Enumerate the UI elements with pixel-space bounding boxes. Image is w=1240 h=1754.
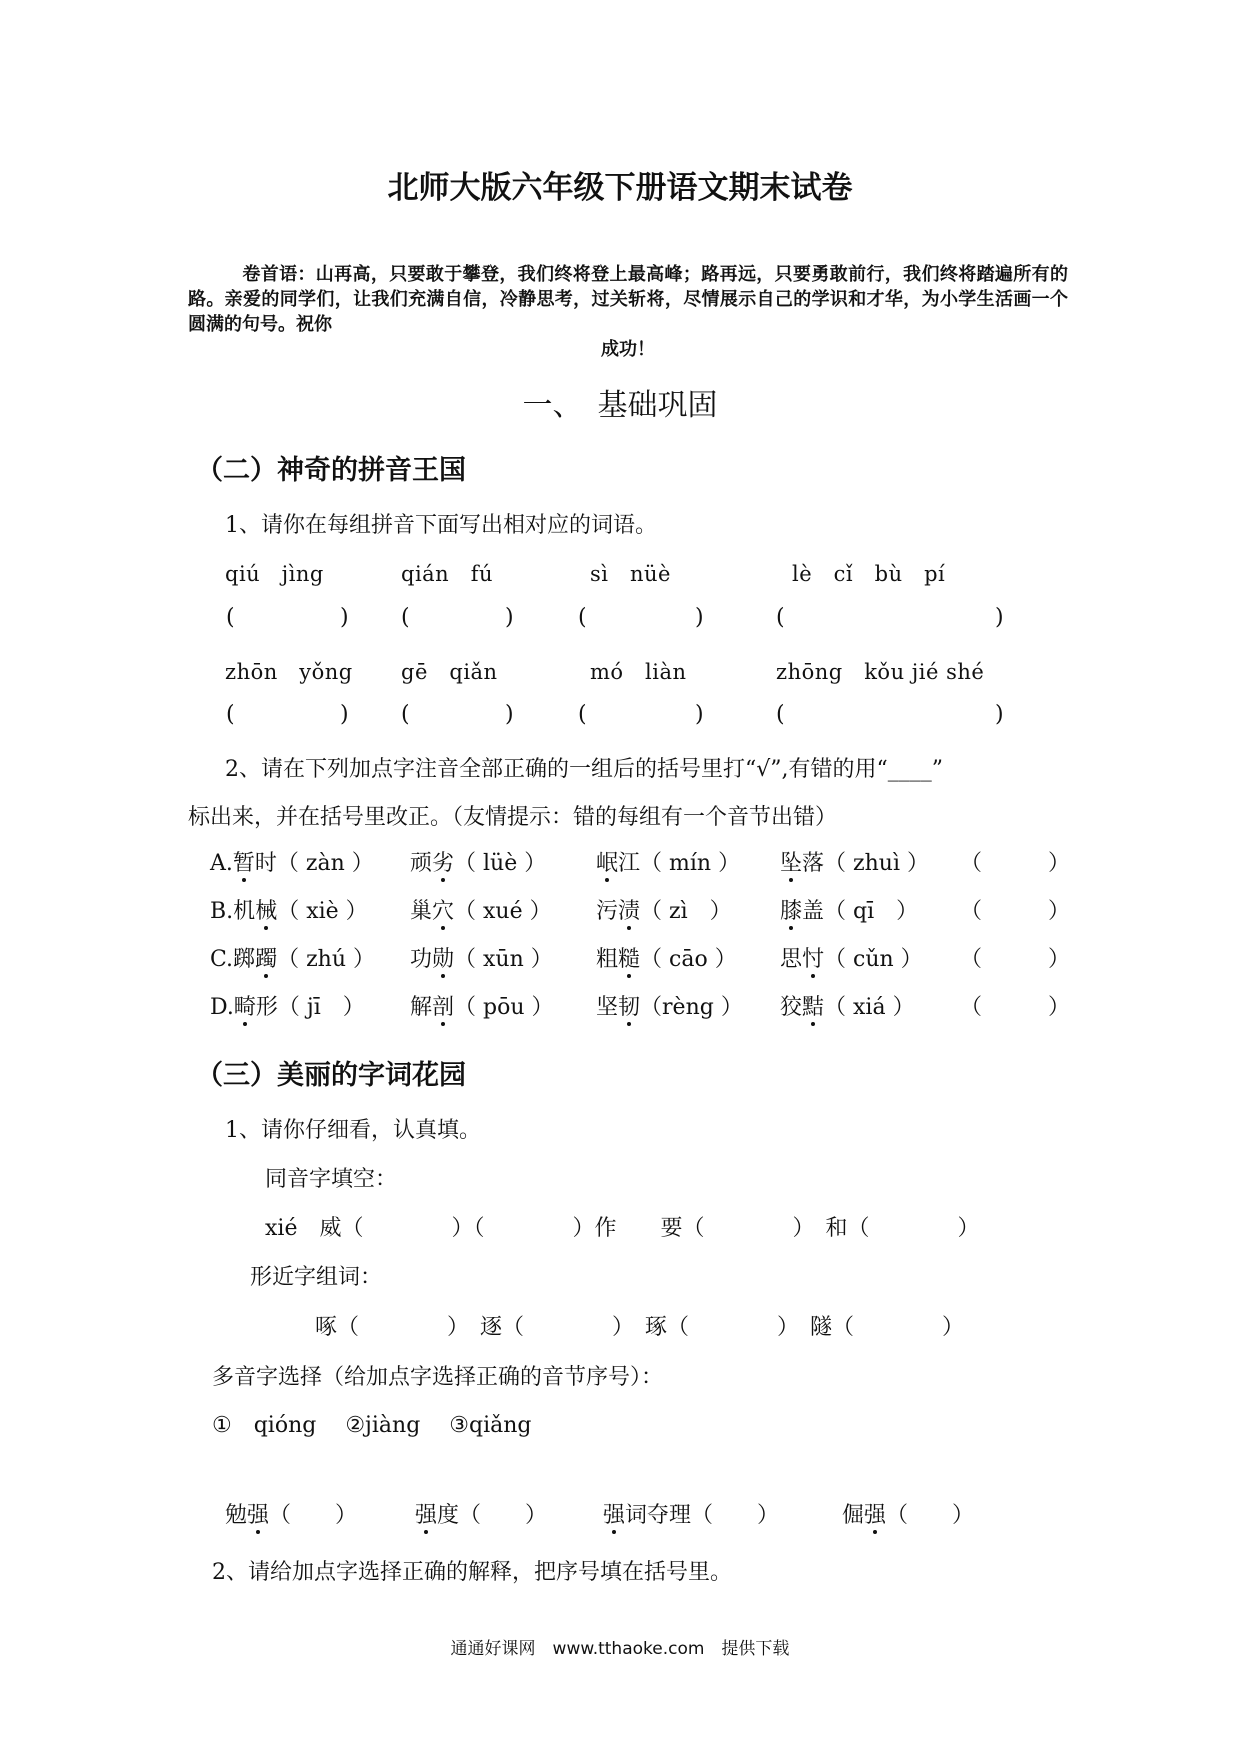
answer-paren-open: ( <box>776 702 785 727</box>
pinyin-paren: （ qī ） <box>824 899 919 924</box>
answer-paren: （ ） <box>960 899 1071 924</box>
dotted-char: 强 <box>247 1503 270 1528</box>
answer-paren-open: ( <box>776 605 785 630</box>
pinyin-item: sì nüè <box>590 562 671 586</box>
dotted-char: 坠 <box>780 851 803 876</box>
char: 盖 <box>802 899 825 924</box>
answer-paren: （ ） <box>691 1503 780 1528</box>
pinyin-item: qiú jìng <box>225 562 324 586</box>
pinyin-item: mó liàn <box>590 660 687 684</box>
option-item <box>780 846 929 877</box>
pinyin-paren: （ xiè ） <box>277 899 368 924</box>
option-label: A. <box>210 851 233 876</box>
char: 思 <box>780 947 803 972</box>
section-title-words: （三）美丽的字词花园 <box>196 1060 466 1091</box>
polyphone-options: ① qióng ②jiàng ③qiǎng <box>212 1413 532 1438</box>
answer-paren-close: ) <box>995 605 1004 630</box>
question-2-line-1: 2、请在下列加点字注音全部正确的一组后的括号里打“√”,有错的用“____” <box>225 757 943 782</box>
char: 机 <box>233 899 256 924</box>
answer-paren-open: ( <box>401 702 410 727</box>
char: 解 <box>410 995 433 1020</box>
pinyin-item: gē qiǎn <box>401 660 498 684</box>
answer-paren-open: ( <box>226 605 235 630</box>
dotted-char: 强 <box>415 1503 438 1528</box>
pinyin-item: qián fú <box>401 562 494 586</box>
char: 度 <box>437 1503 460 1528</box>
char: 江 <box>618 851 641 876</box>
question-2-text: 2、请给加点字选择正确的解释，把序号填在括号里。 <box>212 1560 732 1585</box>
pinyin-paren: （ cāo ） <box>640 947 737 972</box>
answer-paren: （ ） <box>960 947 1071 972</box>
dotted-char: 暂 <box>232 851 255 876</box>
char: 勉 <box>225 1503 248 1528</box>
dotted-char: 强 <box>864 1503 887 1528</box>
pinyin-paren: （ zì ） <box>640 899 732 924</box>
answer-paren: （ ） <box>269 1503 358 1528</box>
char: 巢 <box>410 899 433 924</box>
pinyin-paren: （ xué ） <box>454 899 552 924</box>
pinyin-item: zhōn yǒng <box>225 660 353 684</box>
char: 倔 <box>842 1503 865 1528</box>
option-label: C. <box>210 947 234 972</box>
answer-paren: （ ） <box>960 851 1071 876</box>
dotted-char: 穴 <box>432 899 455 924</box>
option-item <box>780 990 915 1021</box>
option-item <box>596 990 743 1021</box>
question-2-line-2: 标出来，并在括号里改正。（友情提示：错的每组有一个音节出错） <box>188 805 838 830</box>
dotted-char: 躅 <box>255 947 278 972</box>
answer-paren: （ ） <box>960 995 1071 1020</box>
dotted-char: 岷 <box>596 851 619 876</box>
footer: 通通好课网 www.tthaoke.com 提供下载 <box>450 1639 790 1659</box>
pinyin-paren: （ jī ） <box>277 995 365 1020</box>
answer-paren-open: ( <box>578 702 587 727</box>
homophone-row: xié 威（ ）（ ）作 要（ ） 和（ ） <box>265 1216 980 1241</box>
similar-label: 形近字组词： <box>250 1265 383 1290</box>
option-item <box>780 942 923 973</box>
char: 时 <box>254 851 277 876</box>
answer-paren-close: ) <box>340 605 349 630</box>
dotted-char: 糙 <box>618 947 641 972</box>
char: 踯 <box>233 947 256 972</box>
polyphone-item <box>842 1498 974 1529</box>
option-row-a <box>210 846 374 877</box>
answer-paren-open: ( <box>401 605 410 630</box>
section-title-pinyin: （二）神奇的拼音王国 <box>196 455 466 486</box>
polyphone-item <box>415 1498 547 1529</box>
option-item <box>410 942 553 973</box>
option-row-d <box>210 990 365 1021</box>
option-label: B. <box>210 899 234 924</box>
preface-end: 成功！ <box>601 339 655 360</box>
dotted-char: 械 <box>255 899 278 924</box>
char: 坚 <box>596 995 619 1020</box>
pinyin-paren: （ zhú ） <box>277 947 375 972</box>
pinyin-paren: （rèng ） <box>640 995 743 1020</box>
option-item <box>410 846 546 877</box>
page-title: 北师大版六年级下册语文期末试卷 <box>387 170 853 206</box>
dotted-char: 剖 <box>432 995 455 1020</box>
answer-paren: （ ） <box>886 1503 975 1528</box>
option-row-c <box>210 942 375 973</box>
pinyin-paren: （ zhuì ） <box>824 851 929 876</box>
option-item <box>410 990 554 1021</box>
dotted-char: 强 <box>603 1503 626 1528</box>
dotted-char: 劣 <box>432 851 455 876</box>
homophone-label: 同音字填空： <box>265 1167 398 1192</box>
dotted-char: 黠 <box>802 995 825 1020</box>
dotted-char: 韧 <box>618 995 641 1020</box>
char: 形 <box>255 995 278 1020</box>
dotted-char: 渍 <box>618 899 641 924</box>
answer-paren-close: ) <box>505 702 514 727</box>
option-item <box>596 894 732 925</box>
char: 落 <box>802 851 825 876</box>
option-item <box>410 894 552 925</box>
similar-row: 啄（ ） 逐（ ） 琢（ ） 隧（ ） <box>315 1315 965 1340</box>
char: 词夺理 <box>625 1503 692 1528</box>
answer-paren-close: ) <box>505 605 514 630</box>
pinyin-paren: （ xūn ） <box>454 947 553 972</box>
answer-paren-close: ) <box>995 702 1004 727</box>
pinyin-paren: （ pōu ） <box>454 995 554 1020</box>
char: 顽 <box>410 851 433 876</box>
char: 功 <box>410 947 433 972</box>
preface-text: 卷首语：山再高，只要敢于攀登，我们终将登上最高峰；路再远，只要勇敢前行，我们终将踏遍所有的路。亲爱的同学们，让我们充满自信，冷静思考，过关斩将，尽情展示自己的学识和才华，为小学生活画一个圆满的句号。祝你 <box>188 264 1068 335</box>
option-item <box>780 894 918 925</box>
question-1-text: 1、请你仔细看，认真填。 <box>225 1118 481 1143</box>
answer-paren-close: ) <box>340 702 349 727</box>
dotted-char: 畸 <box>233 995 256 1020</box>
pinyin-item: lè cǐ bù pí <box>792 562 946 586</box>
option-label: D. <box>210 995 234 1020</box>
answer-paren-close: ) <box>695 702 704 727</box>
polyphone-item <box>603 1498 779 1529</box>
dotted-char: 膝 <box>780 899 803 924</box>
option-item <box>596 942 737 973</box>
preface <box>188 262 1068 362</box>
option-item <box>596 846 740 877</box>
dotted-char: 勋 <box>432 947 455 972</box>
option-row-b <box>210 894 368 925</box>
part-heading: 一、 基础巩固 <box>522 388 718 423</box>
answer-paren-close: ) <box>695 605 704 630</box>
char: 粗 <box>596 947 619 972</box>
dotted-char: 忖 <box>802 947 825 972</box>
answer-paren: （ ） <box>459 1503 548 1528</box>
pinyin-paren: （ lüè ） <box>454 851 547 876</box>
char: 狡 <box>780 995 803 1020</box>
pinyin-paren: （ zàn ） <box>276 851 374 876</box>
answer-paren-open: ( <box>226 702 235 727</box>
question-1-text: 1、请你在每组拼音下面写出相对应的词语。 <box>225 513 657 538</box>
char: 污 <box>596 899 619 924</box>
answer-paren-open: ( <box>578 605 587 630</box>
polyphone-item <box>225 1498 357 1529</box>
pinyin-item: zhōng kǒu jié shé <box>776 660 985 684</box>
pinyin-paren: （ mín ） <box>640 851 741 876</box>
polyphone-label: 多音字选择（给加点字选择正确的音节序号）： <box>212 1365 664 1390</box>
pinyin-paren: （ cǔn ） <box>824 947 923 972</box>
pinyin-paren: （ xiá ） <box>824 995 915 1020</box>
